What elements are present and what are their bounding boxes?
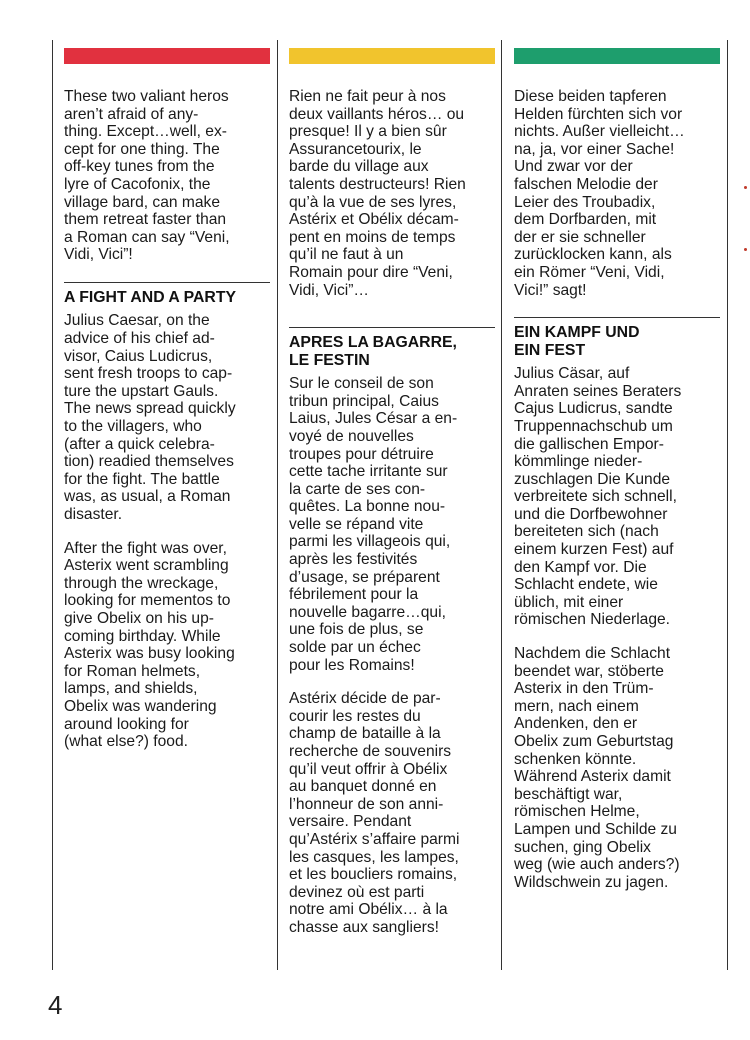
french-column [289, 48, 495, 937]
german-heading: EIN KAMPF UND EIN FEST [514, 324, 640, 359]
page-number: 4 [48, 990, 63, 1020]
french-body-1: Sur le conseil de son tribun principal, Caius Laius, Jules César a en- voyé de nouvelles troupes pour détruire cette tache irritante sur la carte de ses con- quêtes. La bonne nou- velle se répand vite parmi les villageois qui, après les festivités d’usage, se préparent fébrilement pour la nouvelle bagarre…qui, une fois de plus, se solde par un échec pour les Romains! [289, 375, 458, 674]
column-divider-2 [501, 40, 502, 970]
section-rule [64, 282, 270, 283]
column-divider-left [52, 40, 53, 970]
print-mark [744, 248, 747, 251]
print-mark [744, 186, 747, 189]
english-heading: A FIGHT AND A PARTY [64, 288, 236, 306]
section-rule [514, 317, 720, 318]
english-column [64, 48, 270, 751]
green-color-bar [514, 48, 720, 64]
german-intro: Diese beiden tapferen Helden fürchten sich vor nichts. Außer vielleicht… na, ja, vor einer Sache! Und zwar vor der falschen Melodie der Leier des Troubadix, dem Dorfbarden, mit der er sie schneller zurücklocken kann, als ein Römer “Veni, Vidi, Vici!” sagt! [514, 88, 685, 299]
english-body-1: Julius Caesar, on the advice of his chief ad- visor, Caius Ludicrus, sent fresh troops to cap- ture the upstart Gauls. The news spread quickly to the villagers, who (after a quick celebra- tion) readied themselves for the fight. The battle was, as usual, a Roman disaster. [64, 312, 236, 523]
german-body-2: Nachdem die Schlacht beendet war, stöberte Asterix in den Trüm- mern, nach einem Andenken, den er Obelix zum Geburtstag schenken könnte. Während Asterix damit beschäftigt war, römischen Helme, Lampen und Schilde zu suchen, ging Obelix weg (wie auch anders?) Wildschwein zu jagen. [514, 645, 680, 891]
german-body-1: Julius Cäsar, auf Anraten seines Beraters Cajus Ludicrus, sandte Truppennachschub um die gallischen Empor- kömmlinge nieder- zuschlagen Die Kunde verbreitete sich schnell, und die Dorfbewohner bereiteten sich (nach einem kurzen Fest) auf den Kampf vor. Die Schlacht endete, wie üblich, mit einer römischen Niederlage. [514, 365, 682, 629]
french-heading: APRES LA BAGARRE, LE FESTIN [289, 334, 457, 369]
english-body-2: After the fight was over, Asterix went scrambling through the wreckage, looking for mementos to give Obelix on his up- coming birthday. While Asterix was busy looking for Roman helmets, lamps, and shields, Obelix was wandering around looking for (what else?) food. [64, 539, 235, 751]
column-divider-1 [277, 40, 278, 970]
column-divider-right [727, 40, 728, 970]
german-column [514, 48, 720, 891]
english-intro: These two valiant heros aren’t afraid of any- thing. Except…well, ex- cept for one thing. The off-key tunes from the lyre of Cacofonix, the village bard, can make them retreat faster than a Roman can say “Veni, Vidi, Vici”! [64, 88, 230, 264]
yellow-color-bar [289, 48, 495, 64]
french-body-2: Astérix décide de par- courir les restes du champ de bataille à la recherche de souvenirs qu’il veut offrir à Obélix au banquet donné en l’honneur de son anni- versaire. Pendant qu’Astérix s’affaire parmi les casques, les lampes, et les boucliers romains, devinez où est parti notre ami Obélix… à la chasse aux sangliers! [289, 690, 460, 936]
red-color-bar [64, 48, 270, 64]
section-rule [289, 327, 495, 328]
french-intro: Rien ne fait peur à nos deux vaillants héros… ou presque! Il y a bien sûr Assurancetourix, le barde du village aux talents destructeurs! Rien qu’à la vue de ses lyres, Astérix et Obélix décam- pent en moins de temps qu’il ne faut à un Romain pour dire “Veni, Vidi, Vici”… [289, 88, 466, 299]
